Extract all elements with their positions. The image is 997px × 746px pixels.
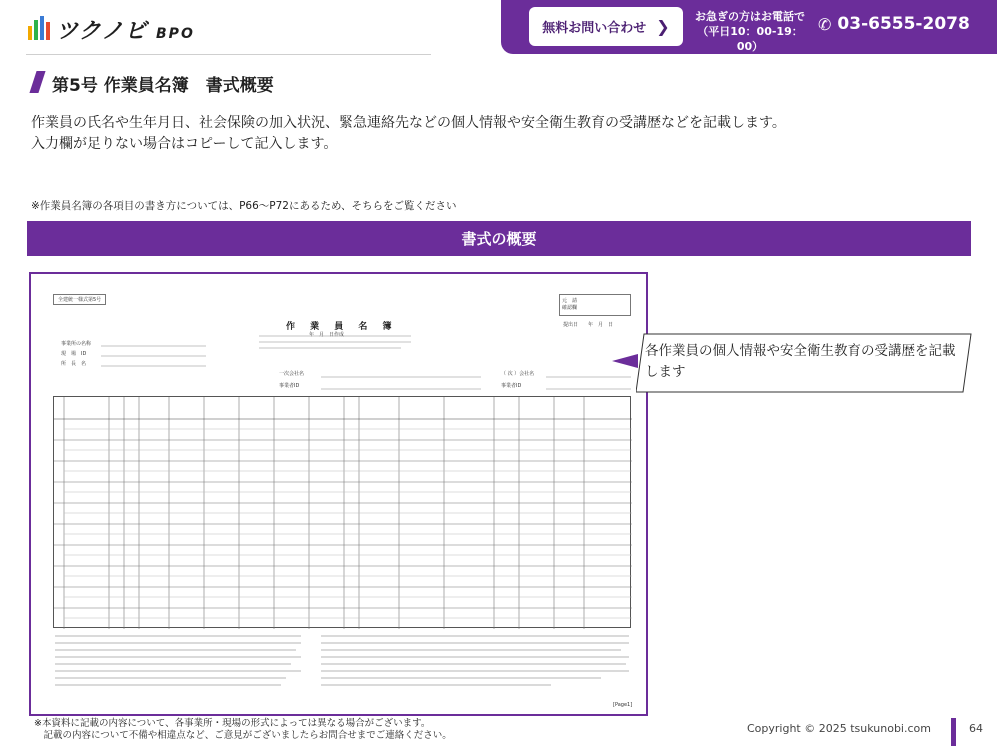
logo-text: ツクノビ BPO: [56, 19, 195, 44]
reference-note: ※作業員名簿の各項目の書き方については、P66～P72にあるため、そちらをご覧ください: [31, 200, 457, 212]
logo-mark-icon: [26, 14, 52, 44]
phone-hours-note: お急ぎの方はお電話で （平日10：00-19：00）: [695, 10, 805, 53]
form-office-id-label-2: 事業者ID: [501, 383, 522, 389]
form-office-id-label: 事業者ID: [279, 383, 300, 389]
page-number-bar: [951, 718, 956, 746]
form-company2-label: （ 次 ）会社名: [501, 371, 535, 377]
form-preview-image: [29, 272, 648, 716]
chevron-right-icon: ❯: [656, 17, 670, 36]
copyright: Copyright © 2025 tsukunobi.com: [747, 722, 931, 735]
form-label-top-left: 全建統一様式第5号: [53, 294, 106, 305]
form-site-label: 現 場 ID: [61, 351, 87, 357]
form-submit-label: 提出日 年 月 日: [563, 322, 614, 328]
callout-pointer: [612, 354, 638, 368]
page-title: 第5号 作業員名簿 書式概要: [52, 76, 274, 96]
form-title: 作 業 員 名 簿: [286, 322, 398, 332]
contact-button[interactable]: [529, 7, 683, 46]
form-page-label: [Page1]: [613, 702, 633, 708]
form-company-label: 一次会社名: [279, 371, 305, 377]
form-notes-lines: [31, 274, 646, 714]
phone-icon: ✆: [818, 14, 832, 34]
contact-button-label: 無料お問い合わせ: [542, 21, 647, 36]
form-stamp-box: 元 請 確認欄: [559, 294, 631, 316]
header-divider: [26, 54, 431, 55]
page-description: 作業員の氏名や生年月日、社会保険の加入状況、緊急連絡先などの個人情報や安全衛生教育の受講歴などを記載します。 入力欄が足りない場合はコピーして記入します。: [31, 115, 786, 152]
callout-text: 各作業員の個人情報や安全衛生教育の受講歴を記載します: [645, 343, 956, 380]
page-number: 64: [969, 722, 983, 735]
section-heading: 書式の概要: [27, 221, 971, 256]
callout-box: [636, 333, 972, 393]
form-person-label: 所 長 名: [61, 361, 87, 367]
form-office-label: 事業所の名称: [61, 341, 92, 347]
form-date-label: 年 月 日作成: [309, 332, 345, 338]
brand-logo[interactable]: [26, 14, 216, 46]
phone-number: 03-6555-2078: [837, 14, 970, 34]
footer-note: ※本資料に記載の内容について、各事業所・現場の形式によっては異なる場合がございます。 記載の内容について不備や相違点など、ご意見がございましたらお問合せまでご連絡ください。: [34, 718, 452, 741]
phone-link[interactable]: [818, 14, 970, 34]
title-accent-mark: [29, 71, 45, 93]
